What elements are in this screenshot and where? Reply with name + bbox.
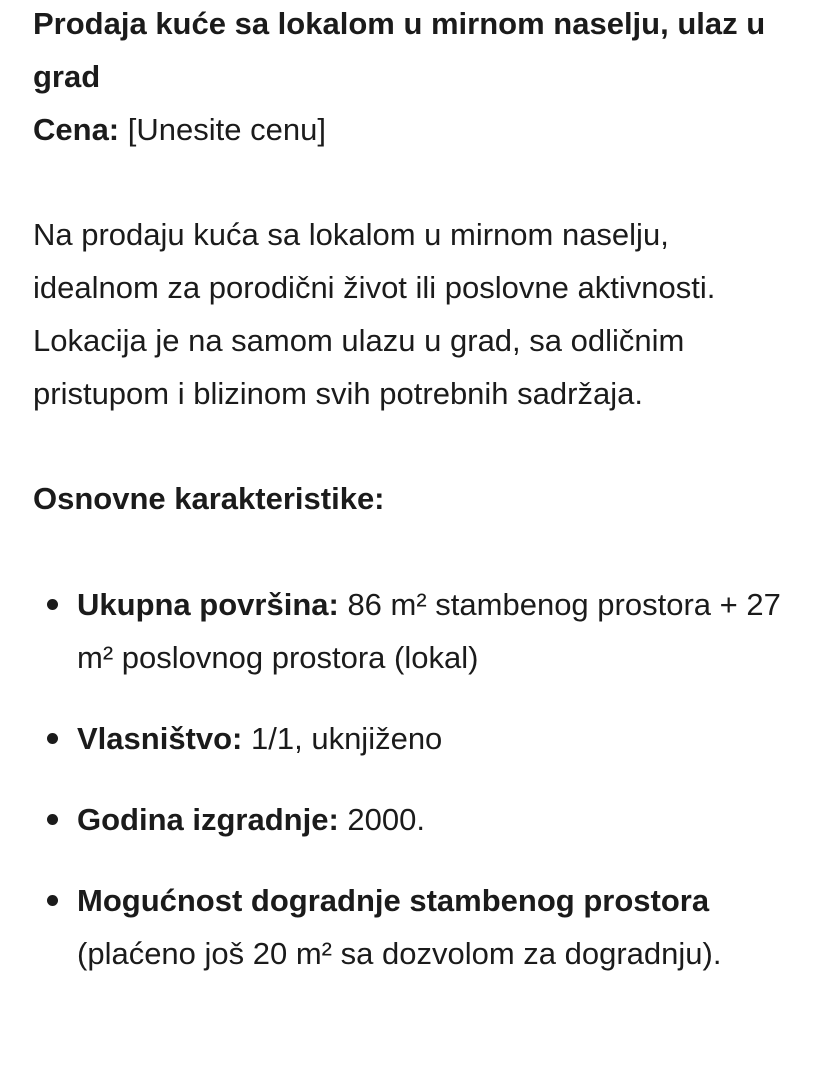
- price-line: [33, 103, 793, 156]
- bullet-icon: [47, 599, 58, 610]
- feature-item-extension: [33, 874, 793, 980]
- listing-title: Prodaja kuće sa lokalom u mirnom naselju, ulaz u grad: [33, 6, 766, 94]
- bullet-icon: [47, 895, 58, 906]
- feature-value: 2000.: [338, 802, 425, 837]
- listing-description: Na prodaju kuća sa lokalom u mirnom naselju, idealnom za porodični život ili poslovne aktivnosti. Lokacija je na samom ulazu u grad, sa odličnim pristupom i blizinom svih potrebnih sadržaja.: [33, 217, 716, 411]
- feature-label: Vlasništvo:: [77, 721, 243, 756]
- bullet-icon: [47, 733, 58, 744]
- price-label: Cena:: [33, 112, 120, 147]
- feature-value: (plaćeno još 20 m² sa dozvolom za dogradnju).: [77, 936, 722, 971]
- feature-value: 1/1, uknjiženo: [242, 721, 443, 756]
- feature-label: Mogućnost dogradnje stambenog prostora: [77, 883, 710, 918]
- feature-item-year-built: [33, 793, 793, 846]
- features-heading: Osnovne karakteristike:: [33, 481, 385, 516]
- features-list: [33, 578, 793, 980]
- feature-value: 86 m² stambenog prostora + 27 m² poslovnog prostora (lokal): [77, 587, 781, 675]
- feature-item-total-area: [33, 578, 793, 684]
- feature-label: Ukupna površina:: [77, 587, 339, 622]
- bullet-icon: [47, 814, 58, 825]
- price-value: [Unesite cenu]: [127, 112, 326, 147]
- feature-label: Godina izgradnje:: [77, 802, 339, 837]
- feature-item-ownership: [33, 712, 793, 765]
- listing-document: [33, 0, 793, 1008]
